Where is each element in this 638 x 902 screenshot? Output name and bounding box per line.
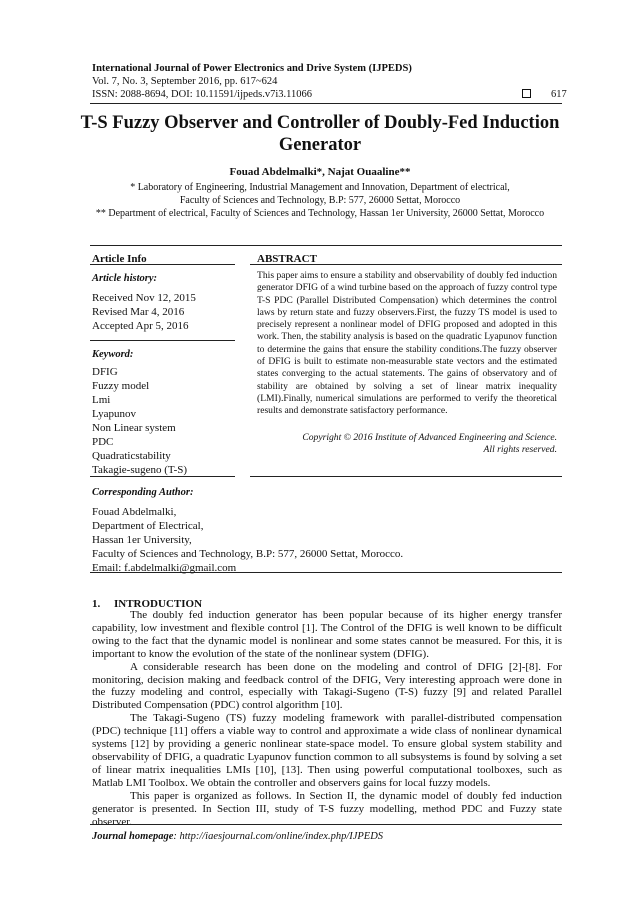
article-history [92,291,196,333]
paragraph: A considerable research has been done on the modeling and control of DFIG [2]-[8]. For monitoring, decision making and feedback control of the DFIG, Very interesting approach were done in the fuzzy modeling and control, especially with Takagi-Sugeno (T-S) fuzzy [9] and related Parallel Distributed Compensation (PDC) control algorithm [10]. [92,660,562,712]
paper-title [70,112,570,156]
abstract-heading: ABSTRACT [257,253,317,265]
corresponding-line: Hassan 1er University, [92,534,192,546]
copyright-notice [257,432,557,457]
header-divider [90,103,562,104]
corresponding-line: Department of Electrical, [92,520,204,532]
page-number-block [522,88,567,101]
corresponding-details [92,505,562,575]
keyword-item: Quadraticstability [92,450,171,462]
journal-volume: Vol. 7, No. 3, September 2016, pp. 617~624 [92,76,278,87]
affiliation-2: ** Department of electrical, Faculty of Sciences and Technology, Hassan 1er University, 26000 Settat, Morocco [95,208,545,219]
keyword-item: Takagie-sugeno (T-S) [92,464,188,476]
affiliation-1-line-1: * Laboratory of Engineering, Industrial Management and Innovation, Department of electrical, [130,182,510,193]
paragraph: The Takagi-Sugeno (TS) fuzzy modeling framework with parallel-distributed compensation (PDC) technique [11] offers a viable way to control and approximate a wide class of nonlinear dynamical systems [12] by providing a generic nonlinear state-space model. To ensure global system stability and observability of DFIG, a quadratic Lyapunov function common to all subsystems is found by solving a set of linear matrix inequalities LMIs [10], [13]. Then using powerful computational toolboxes, such as Matlab LMI Toolbox. We obtain the controller and observers gains for local fuzzy models. [92,712,562,789]
keyword-heading: Keyword: [92,349,134,360]
keyword-divider [90,476,235,477]
corresponding-line: Fouad Abdelmalki, [92,506,177,518]
copyright-line-1: Copyright © 2016 Institute of Advanced Engineering and Science. [302,432,557,443]
introduction-body [92,609,562,828]
page-number: 617 [551,89,567,100]
homepage-link[interactable]: : http://iaesjournal.com/online/index.php/IJPEDS [173,831,384,842]
keyword-item: Lmi [92,394,111,406]
homepage-label: Journal homepage [92,831,174,842]
info-top-divider [90,245,562,246]
keyword-item: Non Linear system [92,422,176,434]
corresponding-line: Faculty of Sciences and Technology, B.P: 577, 26000 Settat, Morocco. [92,548,404,560]
article-history-heading: Article history: [92,273,158,284]
paper-title-line-1: T-S Fuzzy Observer and Controller of Doubly-Fed Induction [80,113,560,133]
journal-name: International Journal of Power Electronics and Drive System (IJPEDS) [92,63,412,74]
section-title: INTRODUCTION [114,598,203,610]
corresponding-divider [90,572,562,573]
keyword-item: PDC [92,436,114,448]
journal-homepage [92,830,383,843]
corresponding-email: Email: f.abdelmalki@gmail.com [92,562,237,574]
checkbox-square-icon [522,89,531,98]
footer-divider [90,824,562,825]
journal-issn-doi: ISSN: 2088-8694, DOI: 10.11591/ijpeds.v7i3.11066 [92,89,313,100]
received-date: Received Nov 12, 2015 [92,292,196,304]
paper-authors: Fouad Abdelmalki*, Najat Ouaaline** [229,166,411,178]
keyword-list [92,365,187,477]
keyword-item: Fuzzy model [92,380,150,392]
revised-date: Revised Mar 4, 2016 [92,306,185,318]
article-info-underline [90,264,235,265]
abstract-bottom-divider [250,476,562,477]
section-number: 1. [92,598,101,610]
accepted-date: Accepted Apr 5, 2016 [92,320,189,332]
paragraph: The doubly fed induction generator has been popular because of its higher energy transfer capability, low investment and flexible control [1]. The Control of the DFIG is well known to be difficult owing to the fact that the dynamic model is nonlinear and some states cannot be measured. For this, it is important to know the evolution of the state of the nonlinear system (DFIG). [92,609,562,660]
corresponding-heading: Corresponding Author: [92,487,194,498]
abstract-underline [250,264,562,265]
paragraph: This paper is organized as follows. In Section II, the dynamic model of doubly fed induction generator is presented. In Section III, study of T-S fuzzy modelling, method PDC and Fuzzy state observer. [92,789,562,828]
affiliation-1-line-2: Faculty of Sciences and Technology, B.P: 577, 26000 Settat, Morocco [179,195,461,206]
keyword-item: DFIG [92,366,118,378]
history-divider [90,340,235,341]
article-info-heading: Article Info [92,253,147,265]
keyword-item: Lyapunov [92,408,136,420]
copyright-line-2: All rights reserved. [483,444,557,456]
abstract-text: This paper aims to ensure a stability and observability of doubly fed induction generator DFIG of a wind turbine based on the approach of fuzzy control type T-S PDC (Parallel Distributed Compensation) which determines the control laws by return state and fuzzy observers.First, the fuzzy TS model is used to precisely represent a nonlinear model of DFIG proposed and adopted in this work. Then, the stability analysis is based on the quadratic Lyapunov function to determine the gains that ensure the stability conditions.The fuzzy observer of DFIG is built to estimate non-measurable state vectors and the estimated states converging to the actual statements. The gains of observatory and of stability are obtained by solving a set of linear matrix inequality (LMI).Finally, numerical simulations are performed to verify the theoretical results and demonstrate satisfactory performance. [257,270,558,417]
paper-title-line-2: Generator [278,135,362,155]
